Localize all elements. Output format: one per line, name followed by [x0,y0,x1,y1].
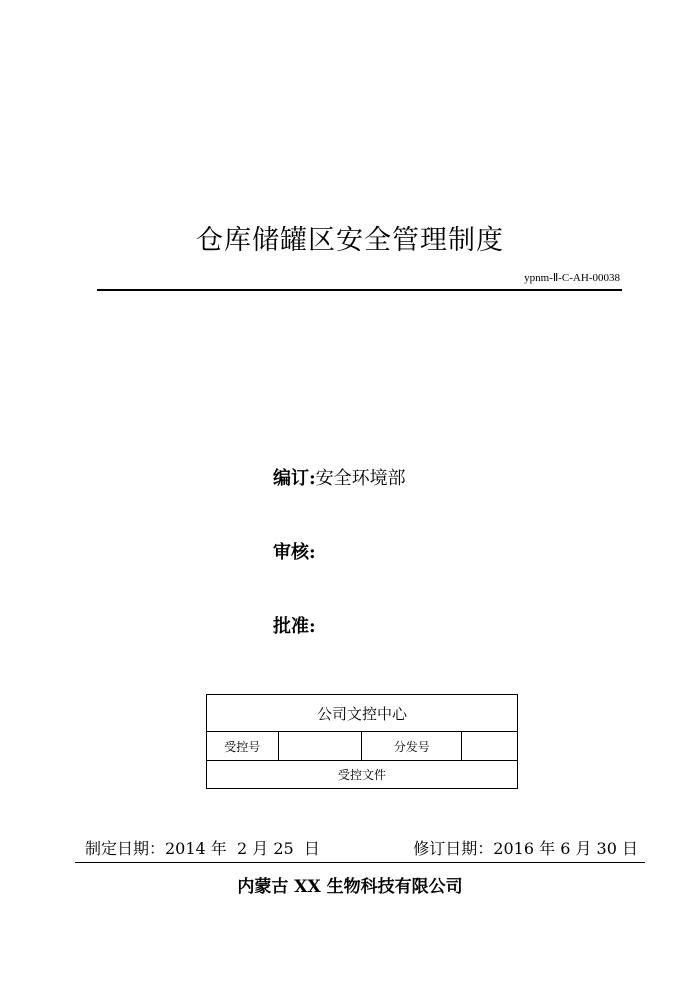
approve-label: 批准: [273,616,316,637]
control-number-label: 受控号 [207,732,279,761]
edit-value: 安全环境部 [315,468,406,489]
approve-line [273,612,316,638]
footer-divider [75,862,645,863]
company-name: 内蒙古 XX 生物科技有限公司 [237,877,463,897]
title-divider [97,289,622,291]
revised-date: 修订日期：2016 年 6 月 30 日 [413,839,638,858]
document-code: ypnm-Ⅱ-C-AH-00038 [524,272,620,284]
review-line [273,538,316,564]
document-title: 仓库储罐区安全管理制度 [196,225,504,256]
distribution-number-label: 分发号 [362,732,462,761]
made-date: 制定日期：2014 年 2 月 25 日 [85,839,320,858]
document-control-table [206,694,518,789]
edit-label: 编订: [273,468,316,489]
distribution-number-value [462,732,518,761]
control-number-value [278,732,362,761]
review-label: 审核: [273,542,316,563]
control-center-header: 公司文控中心 [207,695,518,732]
edit-line [273,464,406,490]
controlled-document-label: 受控文件 [207,761,518,789]
